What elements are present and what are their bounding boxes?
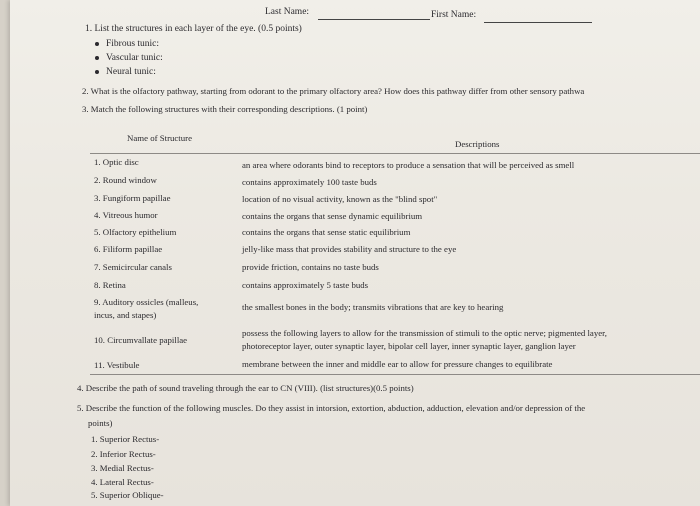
description-item-cont: photoreceptor layer, outer synaptic layer, bipolar cell layer, inner synaptic layer, ganglion layer [242,341,576,351]
q1-item-label: Neural tunic: [106,67,156,77]
column-header-structure: Name of Structure [127,133,192,143]
muscle-item: 4. Lateral Rectus- [91,477,154,487]
description-item: contains approximately 100 taste buds [242,177,377,187]
question-5: 5. Describe the function of the following muscles. Do they assist in intorsion, extortion, abduction, adduction, elevation and/or depression of the [77,403,586,413]
first-name-line [484,22,592,23]
worksheet-page [10,0,700,506]
structure-item: 4. Vitreous humor [94,210,158,220]
last-name-label: Last Name: [265,7,310,17]
table-divider [90,153,700,154]
muscle-item: 3. Medial Rectus- [91,463,154,473]
bullet-icon [95,56,99,60]
q1-item [95,53,163,64]
question-1: 1. List the structures in each layer of the eye. (0.5 points) [85,24,302,34]
description-item: possess the following layers to allow for the transmission of stimuli to the optic nerve; pigmented layer, [242,328,607,338]
structure-item-cont: incus, and stapes) [94,310,157,320]
column-header-descriptions: Descriptions [455,139,500,149]
structure-item: 11. Vestibule [94,360,140,370]
structure-item: 7. Semicircular canals [94,262,172,272]
q1-item-label: Fibrous tunic: [106,39,160,49]
structure-item: 8. Retina [94,280,126,290]
question-2: 2. What is the olfactory pathway, starting from odorant to the primary olfactory area? How does this pathway differ from other sensory pathwa [82,86,585,96]
q1-item [95,39,159,50]
structure-item: 3. Fungiform papillae [94,193,171,203]
question-5-cont: points) [88,418,113,428]
structure-item: 6. Filiform papillae [94,244,163,254]
structure-item: 2. Round window [94,175,157,185]
muscle-item: 1. Superior Rectus- [91,434,160,444]
last-name-line [318,19,430,20]
description-item: membrane between the inner and middle ear to allow for pressure changes to equilibrate [242,359,553,369]
bullet-icon [95,70,99,74]
muscle-item: 5. Superior Oblique- [91,490,164,500]
description-item: location of no visual activity, known as the "blind spot" [242,194,438,204]
table-bottom-line [90,374,700,375]
question-4: 4. Describe the path of sound traveling through the ear to CN (VIII). (list structures)(0.5 points) [77,383,414,393]
bullet-icon [95,42,99,46]
q1-item [95,67,156,78]
description-item: contains the organs that sense static equilibrium [242,227,411,237]
description-item: contains approximately 5 taste buds [242,280,369,290]
muscle-item: 2. Inferior Rectus- [91,449,156,459]
description-item: jelly-like mass that provides stability and structure to the eye [242,244,457,254]
structure-item: 1. Optic disc [94,157,139,167]
q1-item-label: Vascular tunic: [106,53,163,63]
structure-item: 5. Olfactory epithelium [94,227,177,237]
description-item: contains the organs that sense dynamic equilibrium [242,211,423,221]
description-item: the smallest bones in the body; transmits vibrations that are key to hearing [242,302,504,312]
description-item: an area where odorants bind to receptors to produce a sensation that will be perceived as smell [242,160,575,170]
structure-item: 9. Auditory ossicles (malleus, [94,297,199,307]
structure-item: 10. Circumvallate papillae [94,335,188,345]
first-name-label: First Name: [431,10,477,20]
question-3: 3. Match the following structures with their corresponding descriptions. (1 point) [82,104,368,114]
description-item: provide friction, contains no taste buds [242,262,379,272]
